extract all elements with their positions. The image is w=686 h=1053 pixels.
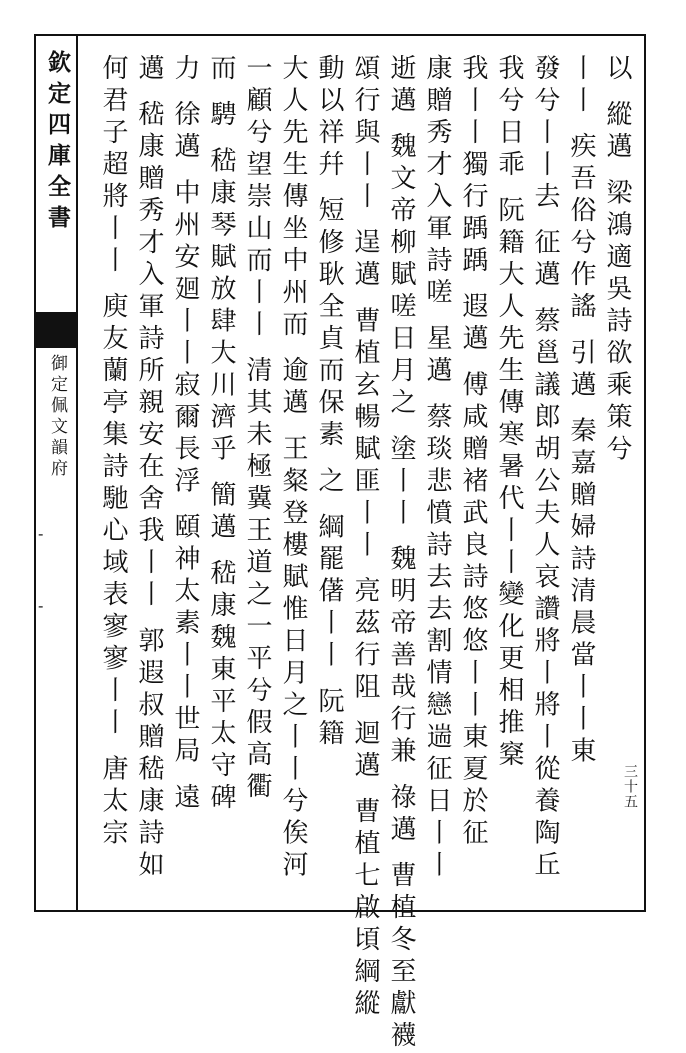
text-column: 力 徐邁 中州安廻丨丨寂爾長浮 頤神太素丨丨世局 遠 — [170, 54, 200, 816]
text-column: 動以祥幷 短修耿全貞而保素 之 綱罷㒂丨丨 阮籍 — [314, 54, 344, 752]
text-column: 我丨丨獨行踽踽 遐邁 傅咸贈褚武良詩悠悠丨丨東夏於征 — [458, 54, 488, 851]
text-column: 何君子超將丨丨 庾友蘭亭集詩馳心域表寥寥丨丨 唐太宗 — [98, 54, 128, 851]
text-column: 而 騁 嵇康琴賦放肆大川濟乎 簡邁 嵇康魏東平太守碑 — [206, 54, 236, 816]
margin-column — [36, 36, 78, 910]
text-column: 大人先生傳坐中州而 逾邁 王粲登樓賦惟日月之丨丨兮俟河 — [278, 54, 308, 883]
text-column: 一顧兮望崇山而丨丨 清其未極冀王道之一平兮假高衢 — [242, 54, 272, 805]
margin-dash: - — [38, 596, 44, 615]
text-column: 邁 嵇康贈秀才入軍詩所親安在舍我丨丨 郭遐叔贈嵇康詩如 — [134, 54, 164, 883]
text-column: 我兮日乖 阮籍大人先生傳寒暑代丨丨變化更相推㮤 — [494, 54, 524, 773]
book-title: 欽定四庫全書 — [44, 50, 71, 236]
page-number: 三十五 — [622, 764, 638, 809]
text-column: 發兮丨丨去 征邁 蔡邕議郎胡公夫人哀讚將丨將丨從養陶丘 — [530, 54, 560, 883]
fishtail-mark — [36, 312, 76, 348]
text-column: 康贈秀才入軍詩嗟 星邁 蔡琰悲憤詩去去割情戀遄征日丨丨 — [422, 54, 452, 883]
margin-dash: - — [38, 524, 44, 543]
text-column: 丨丨 疾吾俗兮作謠 引邁 秦嘉贈婦詩清晨當丨丨東 — [566, 54, 596, 769]
text-column: 頌行與丨丨 逞邁 曹植玄暢賦匪丨丨 亮茲行阻 迴邁 曹植七啟頃綱縱 — [350, 54, 380, 1022]
text-column: 以 縱邁 梁鴻適吳詩欲乘策兮 — [602, 54, 632, 467]
text-column: 逝邁 魏文帝柳賦嗟日月之 塗丨丨 魏明帝善哉行兼 祿邁 曹植冬至獻襪 — [386, 54, 416, 1053]
section-title: 御定佩文韻府 — [47, 354, 67, 480]
